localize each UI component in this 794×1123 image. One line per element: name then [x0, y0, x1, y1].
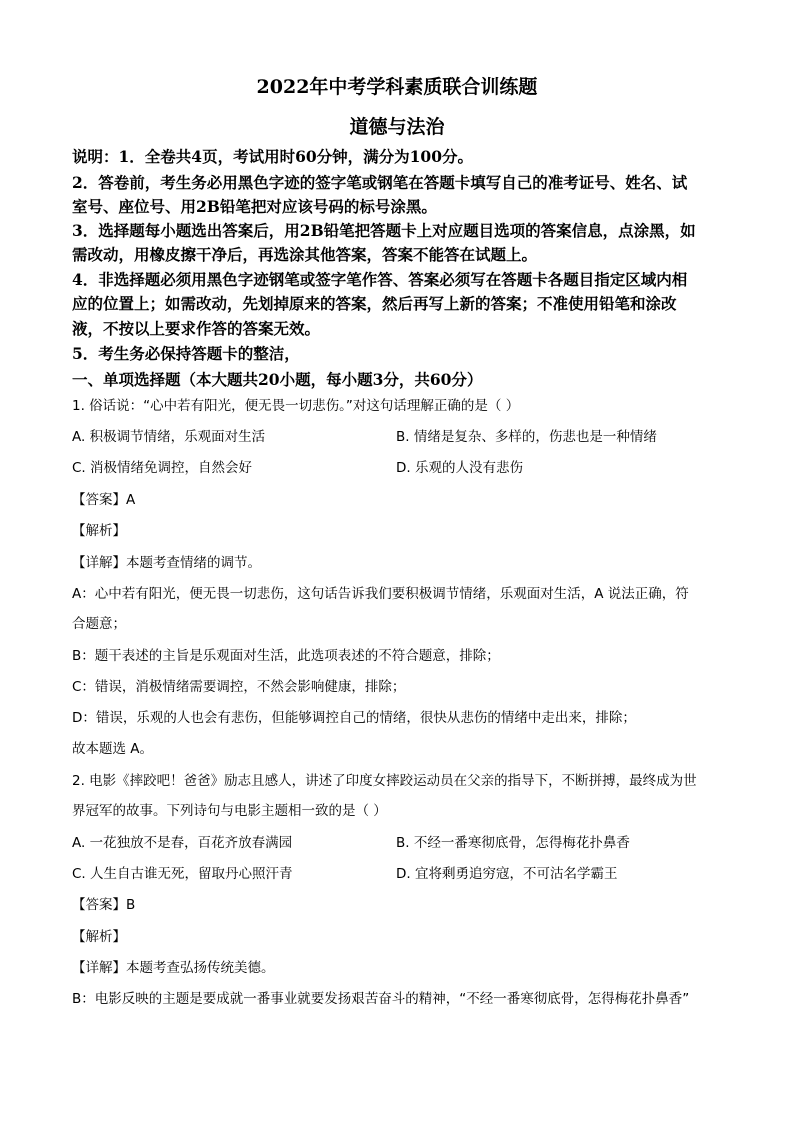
detail-label: 【详解】本题考查情绪的调节。 [72, 555, 261, 571]
analysis-label: 【解析】 [72, 929, 126, 945]
question-stem: 界冠军的故事。下列诗句与电影主题相一致的是（ ） [72, 803, 387, 819]
option-d: D. 乐观的人没有悲伤 [396, 460, 523, 476]
instruction-line: 应的位置上；如需改动，先划掉原来的答案，然后再写上新的答案；不准使用铅笔和涂改 [72, 294, 677, 313]
analysis-label: 【解析】 [72, 523, 126, 539]
explanation-line: C：错误，消极情绪需要调控，不然会影响健康，排除； [72, 679, 406, 695]
explanation-line: 故本题选 A。 [72, 741, 154, 757]
option-d: D. 宜将剩勇追穷寇，不可沽名学霸王 [396, 866, 618, 882]
explanation-line: B：题干表述的主旨是乐观面对生活，此选项表述的不符合题意，排除； [72, 648, 500, 664]
detail-label: 【详解】本题考查弘扬传统美德。 [72, 960, 275, 976]
instruction-line: 室号、座位号、用2B铅笔把对应该号码的标号涂黑。 [72, 197, 437, 216]
instruction-line: 2．答卷前，考生务必用黑色字迹的签字笔或钢笔在答题卡填写自己的准考证号、姓名、试 [72, 173, 688, 192]
option-a: A. 一花独放不是春，百花齐放春满园 [72, 835, 293, 851]
instruction-line: 需改动，用橡皮擦干净后，再选涂其他答案，答案不能答在试题上。 [72, 245, 538, 264]
explanation-line: B：电影反映的主题是要成就一番事业就要发扬艰苦奋斗的精神，“不经一番寒彻底骨，怎得梅花扑鼻香” [72, 991, 690, 1007]
option-b: B. 不经一番寒彻底骨，怎得梅花扑鼻香 [396, 835, 630, 851]
option-a: A. 积极调节情绪，乐观面对生活 [72, 429, 266, 445]
option-b: B. 情绪是复杂、多样的，伤悲也是一种情绪 [396, 429, 657, 445]
instruction-line: 液，不按以上要求作答的答案无效。 [72, 319, 321, 338]
instruction-line: 5．考生务必保持答题卡的整洁， [72, 344, 300, 363]
instruction-line: 说明：1．全卷共4页，考试用时60分钟，满分为100分。 [72, 147, 473, 166]
instruction-line: 3．选择题每小题选出答案后，用2B铅笔把答题卡上对应题目选项的答案信息，点涂黑，如 [72, 221, 696, 240]
option-c: C. 人生自古谁无死，留取丹心照汗青 [72, 866, 293, 882]
explanation-line: A：心中若有阳光，便无畏一切悲伤，这句话告诉我们要积极调节情绪，乐观面对生活，A 说法正确，符 [72, 586, 689, 602]
section-heading: 一、单项选择题（本大题共20小题，每小题3分，共60分） [72, 370, 483, 389]
explanation-line: D：错误，乐观的人也会有悲伤，但能够调控自己的情绪，很快从悲伤的情绪中走出来，排除； [72, 710, 636, 726]
instruction-line: 4．非选择题必须用黑色字迹钢笔或签字笔作答、答案必须写在答题卡各题目指定区域内相 [72, 270, 688, 289]
option-c: C. 消极情绪免调控，自然会好 [72, 460, 253, 476]
exam-title: 2022年中考学科素质联合训练题 [256, 76, 538, 98]
subject-title: 道德与法治 [349, 116, 445, 138]
question-stem: 2. 电影《摔跤吧！爸爸》励志且感人，讲述了印度女摔跤运动员在父亲的指导下，不断拼搏，最终成为世 [72, 773, 697, 789]
question-stem: 1. 俗话说：“心中若有阳光，便无畏一切悲伤。”对这句话理解正确的是（ ） [72, 398, 520, 414]
answer-label: 【答案】A [72, 492, 136, 508]
answer-label: 【答案】B [72, 897, 136, 913]
explanation-line: 合题意； [72, 616, 126, 632]
